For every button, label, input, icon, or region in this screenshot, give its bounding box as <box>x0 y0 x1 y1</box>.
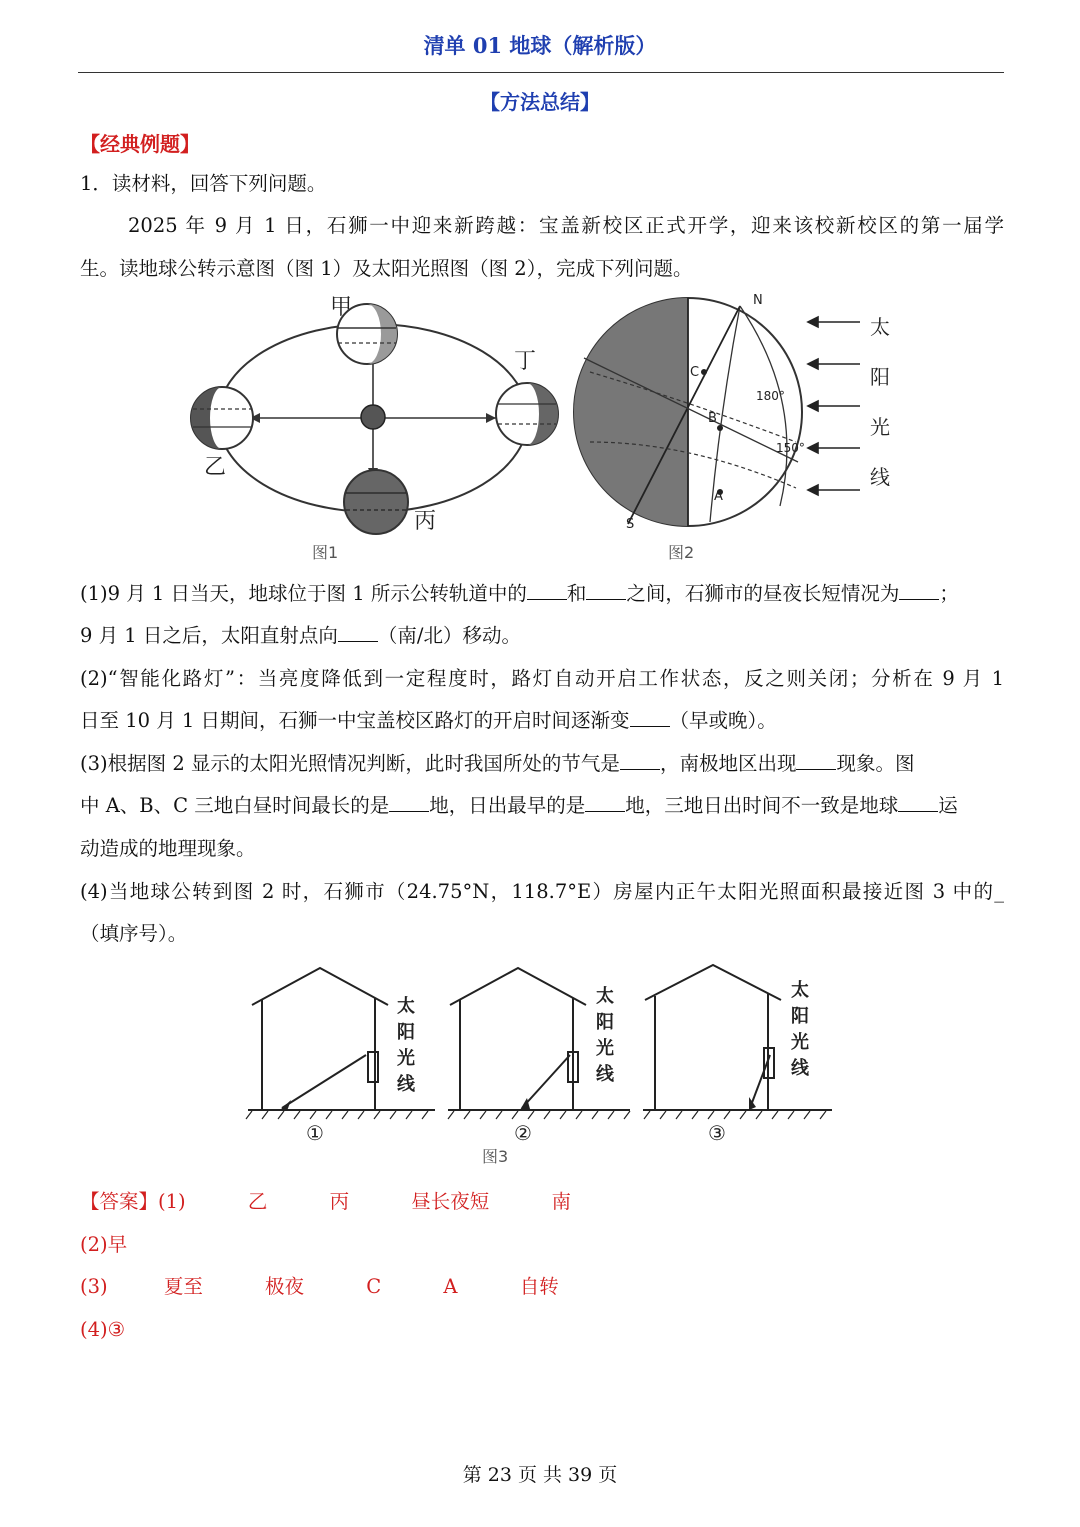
label-yi: 乙 <box>204 455 227 480</box>
earth-position-yi <box>191 387 253 449</box>
section-method-summary: 【方法总结】 <box>480 90 600 114</box>
sunlight-char-4: 线 <box>870 465 890 489</box>
answer-line-3: (3) 夏至 极夜 C A 自转 <box>80 1275 559 1298</box>
house-option-1: ① <box>306 1121 324 1145</box>
q3-line-1: (3)根据图 2 显示的太阳光照情况判断，此时我国所处的节气是 ，南极地区出现 现象。图 <box>80 752 915 775</box>
q4-line-2: （填序号）。 <box>80 922 188 945</box>
house3-sun-1: 太 <box>791 980 809 1001</box>
house2-sun-3: 光 <box>596 1038 614 1059</box>
figure-3-houses <box>240 960 840 1170</box>
q1-line-2: 9 月 1 日之后，太阳直射点向 （南/北）移动。 <box>80 624 521 647</box>
question-intro: 1．读材料，回答下列问题。 <box>80 172 327 195</box>
answer-line-1: 【答案】(1) 乙 丙 昼长夜短 南 <box>80 1190 572 1213</box>
label-180: 180° <box>756 389 785 403</box>
label-c: C <box>690 365 700 380</box>
earth-position-bing <box>344 470 408 534</box>
material-line-1: 2025 年 9 月 1 日，石狮一中迎来新跨越：宝盖新校区正式开学，迎来该校新校区的第一届学 <box>128 214 1004 237</box>
section-classic-examples: 【经典例题】 <box>80 132 200 156</box>
house1-sun-1: 太 <box>397 996 415 1017</box>
house2-sun-2: 阳 <box>596 1012 614 1033</box>
answer-line-2: (2)早 <box>80 1233 128 1256</box>
label-150: 150° <box>776 441 805 455</box>
house1-sun-4: 线 <box>397 1074 415 1095</box>
house2-sun-1: 太 <box>596 986 614 1007</box>
house1-sun-2: 阳 <box>397 1022 415 1043</box>
figure-2-sunlight-diagram <box>570 292 910 568</box>
label-n: N <box>753 293 763 308</box>
house2-sun-4: 线 <box>596 1064 614 1085</box>
house1-sun-3: 光 <box>397 1048 415 1069</box>
house3-sun-3: 光 <box>791 1032 809 1053</box>
sunlight-char-2: 阳 <box>870 365 890 389</box>
label-b: B <box>708 411 717 426</box>
page-footer: 第 23 页 共 39 页 <box>462 1464 618 1486</box>
house3-sun-4: 线 <box>791 1058 809 1079</box>
label-ding: 丁 <box>514 349 537 374</box>
q2-line-2: 日至 10 月 1 日期间，石狮一中宝盖校区路灯的开启时间逐渐变 （早或晚）。 <box>80 709 777 732</box>
figure-2-caption: 图2 <box>668 543 695 562</box>
label-bing: 丙 <box>414 509 437 534</box>
q1-line-1: (1)9 月 1 日当天，地球位于图 1 所示公转轨道中的 和 之间，石狮市的昼夜长短情况为 ； <box>80 582 959 605</box>
house3-sun-2: 阳 <box>791 1006 809 1027</box>
q4-line-1: (4)当地球公转到图 2 时，石狮市（24.75°N，118.7°E）房屋内正午太阳光照面积最接近图 3 中的_ <box>80 880 1004 903</box>
answer-line-4: (4)③ <box>80 1318 126 1341</box>
q3-line-3: 动造成的地理现象。 <box>80 837 256 860</box>
header-divider <box>78 72 1004 73</box>
label-a: A <box>714 489 723 504</box>
q2-line-1: (2)“智能化路灯”：当亮度降低到一定程度时，路灯自动开启工作状态，反之则关闭；分析在 9 月 1 <box>80 667 1004 690</box>
figure-3-caption: 图3 <box>482 1147 509 1166</box>
page-header-title: 清单 01 地球（解析版） <box>423 33 657 58</box>
sunlight-char-3: 光 <box>870 415 890 439</box>
label-s: S <box>626 517 635 532</box>
house-option-3: ③ <box>708 1121 726 1145</box>
earth-position-ding <box>496 383 558 445</box>
house-option-2: ② <box>514 1121 532 1145</box>
label-jia: 甲 <box>330 295 353 320</box>
figure-1-orbit-diagram <box>180 288 570 568</box>
q3-line-2: 中 A、B、C 三地白昼时间最长的是 地，日出最早的是 地，三地日出时间不一致是地球 运 <box>80 794 958 817</box>
figure-1-caption: 图1 <box>312 543 339 562</box>
material-line-2: 生。读地球公转示意图（图 1）及太阳光照图（图 2），完成下列问题。 <box>80 257 693 280</box>
sunlight-char-1: 太 <box>870 315 890 339</box>
sun-icon <box>361 405 385 429</box>
